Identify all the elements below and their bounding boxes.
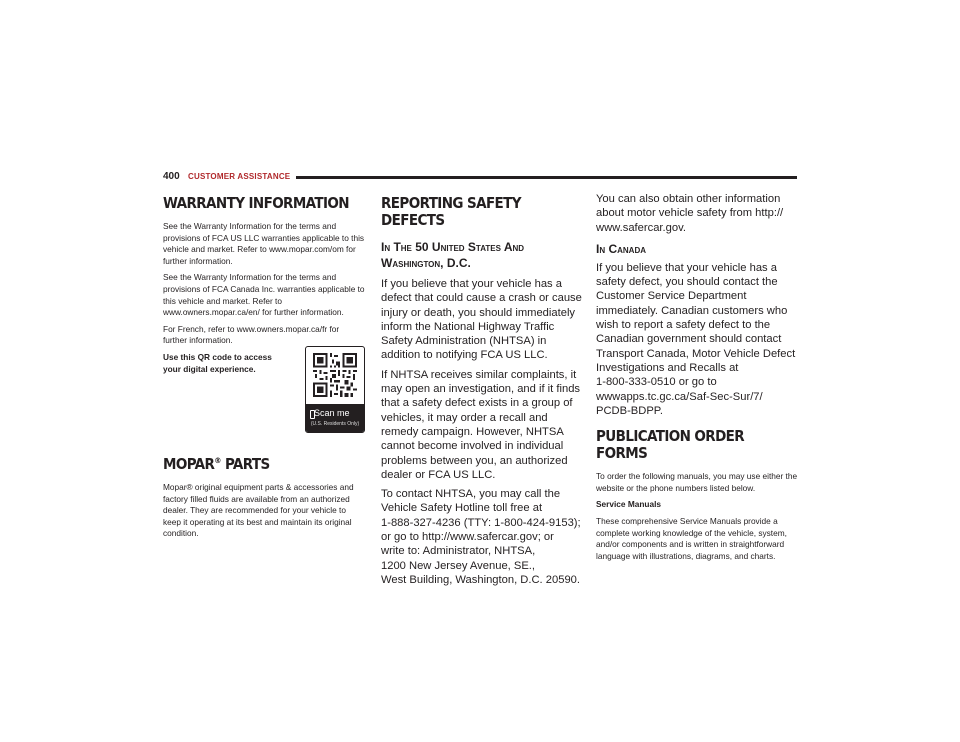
qr-code-icon xyxy=(313,353,357,397)
warranty-paragraph-us: See the Warranty Information for the terms and provisions of FCA US LLC warranties applicable to this vehicle and market. Refer to www.mopar.com/om for further information. xyxy=(163,221,365,266)
warranty-paragraph-canada: See the Warranty Information for the terms and provisions of FCA Canada Inc. warranties applicable to this vehicle and market. Refer to www.owners.mopar.ca/en/ for further information. xyxy=(163,272,365,318)
section-name: CUSTOMER ASSISTANCE xyxy=(188,172,291,181)
canada-subheading: In Canada xyxy=(596,241,646,256)
publication-paragraph: To order the following manuals, you may use either the website or the phone numbers listed below. xyxy=(596,471,798,493)
mopar-parts-heading: MOPAR® PARTS xyxy=(163,454,270,473)
safety-paragraph-3: To contact NHTSA, you may call the Vehicle Safety Hotline toll free at 1-888-327-4236 (TTY: 1-800-424-9153); or go to http://www.safercar.gov; or write to: Administrator, NHTSA, 1200 New Jersey Avenue, SE., West Building, Washington, D.C. 20590. xyxy=(381,488,581,586)
qr-caption: Use this QR code to access your digital experience. xyxy=(163,351,272,374)
canada-paragraph: If you believe that your vehicle has a safety defect, you should contact the Customer Service Department immediately. Canadian customers who wish to report a safety defect to the Canadian government should contact Transport Canada, Motor Vehicle Defect Investigations and Recalls at 1-800-333-0510 or go to wwwapps.tc.gc.ca/Saf-Sec-Sur/7/ PCDB-BDPP. xyxy=(596,261,796,417)
header-rule xyxy=(296,176,797,179)
page-number: 400 xyxy=(163,171,180,182)
us-subheading-line-2: Washington, D.C. xyxy=(381,256,471,270)
qr-code-card[interactable] xyxy=(305,346,365,433)
service-manuals-heading: Service Manuals xyxy=(596,499,662,510)
column-middle xyxy=(381,195,582,592)
service-manuals-paragraph: These comprehensive Service Manuals provide a complete working knowledge of the vehicle, system, and/or components and is written in straightforward language with illustrations, diagrams, and charts. xyxy=(596,515,787,561)
page-header xyxy=(163,171,797,185)
qr-scan-banner xyxy=(306,404,364,432)
safety-paragraph-1: If you believe that your vehicle has a defect that could cause a crash or cause injury or death, you should immediately inform the National Highway Traffic Safety Administration (NHTSA) in addition to notifying FCA US LLC. xyxy=(381,278,582,362)
registered-mark: ® xyxy=(214,455,221,465)
safercar-paragraph: You can also obtain other information about motor vehicle safety from http:// www.safercar.gov. xyxy=(596,193,784,234)
qr-residents-note: (U.S. Residents Only) xyxy=(310,420,360,427)
column-right xyxy=(596,195,798,567)
us-subheading-line-1: In The 50 United States And xyxy=(381,240,525,254)
qr-scan-label: Scan me xyxy=(314,407,350,418)
safety-defects-heading: REPORTING SAFETY DEFECTS xyxy=(381,194,521,229)
safety-paragraph-2: If NHTSA receives similar complaints, it may open an investigation, and if it finds that a safety defect exists in a group of vehicles, it may order a recall and remedy campaign. However, NHTSA cannot become involved in individual problems between you, an authorized dealer or FCA US LLC. xyxy=(381,368,581,481)
mopar-paragraph: Mopar® original equipment parts & accessories and factory filled fluids are available from an authorized dealer. They are recommended for your vehicle to keep it operating at its best and maintain its original condition. xyxy=(163,481,354,539)
publication-order-heading: PUBLICATION ORDER FORMS xyxy=(596,427,745,463)
warranty-paragraph-french: For French, refer to www.owners.mopar.ca/fr for further information. xyxy=(163,323,340,346)
column-left xyxy=(163,195,365,545)
warranty-heading: WARRANTY INFORMATION xyxy=(163,194,349,212)
qr-section xyxy=(163,352,365,442)
